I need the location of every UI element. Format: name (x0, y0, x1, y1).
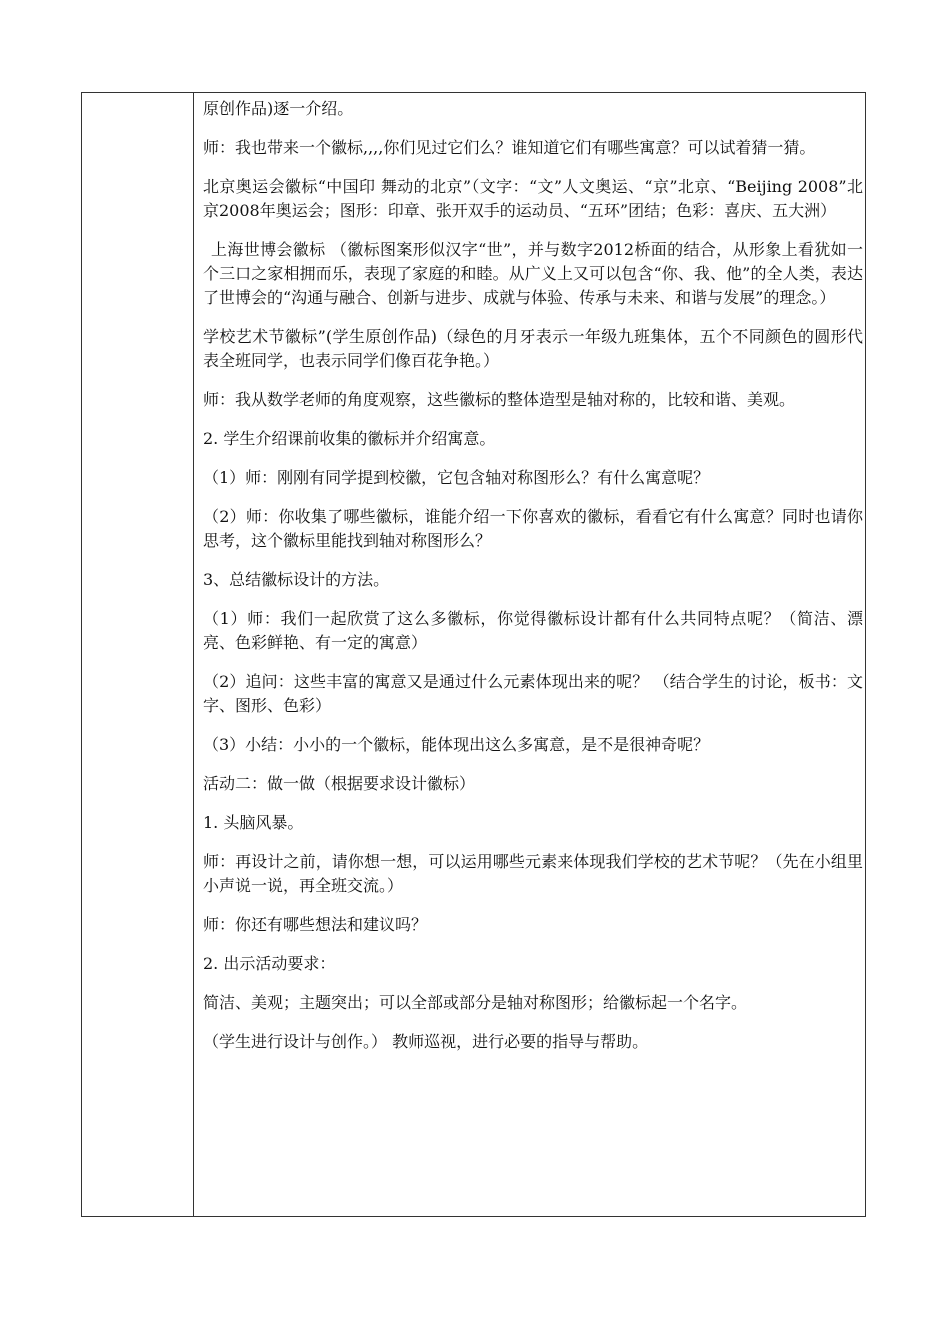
paragraph: 师：我从数学老师的角度观察，这些徽标的整体造型是轴对称的，比较和谐、美观。 (203, 390, 796, 409)
paragraph: 1. 头脑风暴。 (203, 813, 304, 832)
lesson-table (81, 92, 866, 1217)
paragraph: 原创作品)逐一介绍。 (203, 99, 354, 118)
paragraph: 活动二：做一做（根据要求设计徽标） (203, 774, 476, 793)
paragraph: 师：你还有哪些想法和建议吗？ (203, 915, 428, 934)
paragraph: 2. 学生介绍课前收集的徽标并介绍寓意。 (203, 429, 496, 448)
paragraph: （2）师：你收集了哪些徽标，谁能介绍一下你喜欢的徽标，看看它有什么寓意？同时也请你思考，这个徽标里能找到轴对称图形么？ (203, 507, 863, 550)
paragraph: 师：再设计之前，请你想一想，可以运用哪些元素来体现我们学校的艺术节呢？（先在小组里小声说一说，再全班交流。） (203, 852, 863, 895)
paragraph: （2）追问：这些丰富的寓意又是通过什么元素体现出来的呢？ （结合学生的讨论，板书：文字、图形、色彩） (203, 672, 863, 715)
paragraph: （学生进行设计与创作。） 教师巡视，进行必要的指导与帮助。 (203, 1032, 649, 1051)
paragraph: 上海世博会徽标 （徽标图案形似汉字“世”，并与数字2012桥面的结合，从形象上看犹如一个三口之家相拥而乐，表现了家庭的和睦。从广义上又可以包含“你、我、他”的全人类，表达了世博会的“沟通与融合、创新与进步、成就与体验、传承与未来、和谐与发展”的理念。） (203, 240, 863, 307)
paragraph: （1）师：我们一起欣赏了这么多徽标，你觉得徽标设计都有什么共同特点呢？（简洁、漂亮、色彩鲜艳、有一定的寓意） (203, 609, 863, 652)
content-cell (203, 97, 863, 1069)
left-column-cell (82, 93, 194, 1216)
paragraph: 师：我也带来一个徽标,,,,你们见过它们么？谁知道它们有哪些寓意？可以试着猜一猜。 (203, 138, 816, 157)
paragraph: 北京奥运会徽标“中国印 舞动的北京”（文字：“文”人文奥运、“京”北京、“Beijing 2008”北京2008年奥运会；图形：印章、张开双手的运动员、“五环”团结；色彩：喜庆、五大洲） (203, 177, 863, 220)
paragraph: （1）师：刚刚有同学提到校徽，它包含轴对称图形么？有什么寓意呢？ (203, 468, 710, 487)
paragraph: 学校艺术节徽标”(学生原创作品)（绿色的月牙表示一年级九班集体，五个不同颜色的圆形代表全班同学，也表示同学们像百花争艳。） (203, 327, 863, 370)
paragraph: （3）小结：小小的一个徽标，能体现出这么多寓意，是不是很神奇呢？ (203, 735, 710, 754)
paragraph: 2. 出示活动要求： (203, 954, 336, 973)
paragraph: 3、总结徽标设计的方法。 (203, 570, 390, 589)
paragraph: 简洁、美观；主题突出；可以全部或部分是轴对称图形；给徽标起一个名字。 (203, 993, 748, 1012)
